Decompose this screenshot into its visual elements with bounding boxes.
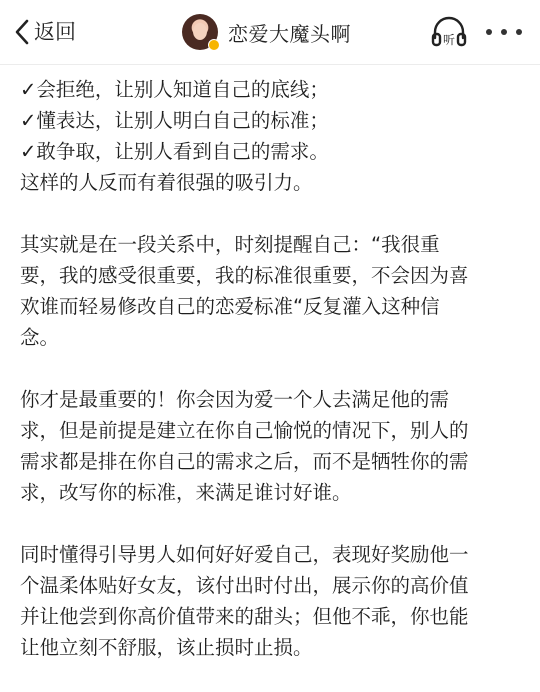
chevron-left-icon xyxy=(14,18,30,46)
text-line: 你才是最重要的！你会因为爱一个人去满足他的需 xyxy=(20,388,450,411)
text-line: 求，改写你的标准，来满足谁讨好谁。 xyxy=(20,481,352,504)
listen-button[interactable] xyxy=(430,14,468,50)
avatar-face xyxy=(193,23,207,40)
top-bar xyxy=(0,0,540,65)
more-dot-icon xyxy=(486,29,492,35)
paragraph xyxy=(20,74,524,198)
article-body xyxy=(20,74,524,663)
text-line: 让他立刻不舒服，该止损时止损。 xyxy=(20,636,313,659)
text-line: 念。 xyxy=(20,326,60,349)
back-button[interactable] xyxy=(14,16,76,48)
text-line: 这样的人反而有着很强的吸引力。 xyxy=(20,171,313,194)
author-info[interactable] xyxy=(182,12,351,52)
more-options-button[interactable] xyxy=(486,22,522,42)
text-line: 同时懂得引导男人如何好好爱自己，表现好奖励他一 xyxy=(20,543,469,566)
author-name[interactable]: 恋爱大魔头啊 xyxy=(228,21,351,46)
text-line: ✓会拒绝，让别人知道自己的底线； xyxy=(20,78,329,101)
back-label: 返回 xyxy=(34,20,76,44)
text-line: 需求都是排在你自己的需求之后，而不是牺牲你的需 xyxy=(20,450,469,473)
headphones-icon xyxy=(430,14,468,50)
text-line: 并让他尝到你高价值带来的甜头；但他不乖，你也能 xyxy=(20,605,469,628)
paragraph-spacer xyxy=(20,508,524,539)
paragraph xyxy=(20,384,524,508)
text-line: 其实就是在一段关系中，时刻提醒自己：“我很重 xyxy=(20,233,440,256)
avatar[interactable] xyxy=(182,14,218,50)
text-line: ✓敢争取，让别人看到自己的需求。 xyxy=(20,140,329,163)
listen-label: 听 xyxy=(442,33,456,47)
text-line: 欢谁而轻易修改自己的恋爱标准“反复灌入这种信 xyxy=(20,295,440,318)
paragraph-spacer xyxy=(20,353,524,384)
text-line: 要，我的感受很重要，我的标准很重要，不会因为喜 xyxy=(20,264,469,287)
text-line: 求，但是前提是建立在你自己愉悦的情况下，别人的 xyxy=(20,419,469,442)
paragraph xyxy=(20,229,524,353)
more-dot-icon xyxy=(501,29,507,35)
more-dot-icon xyxy=(516,29,522,35)
text-line: 个温柔体贴好女友，该付出时付出，展示你的高价值 xyxy=(20,574,469,597)
text-line: ✓懂表达，让别人明白自己的标准； xyxy=(20,109,329,132)
verified-badge-icon xyxy=(208,39,220,51)
paragraph xyxy=(20,539,524,663)
paragraph-spacer xyxy=(20,198,524,229)
